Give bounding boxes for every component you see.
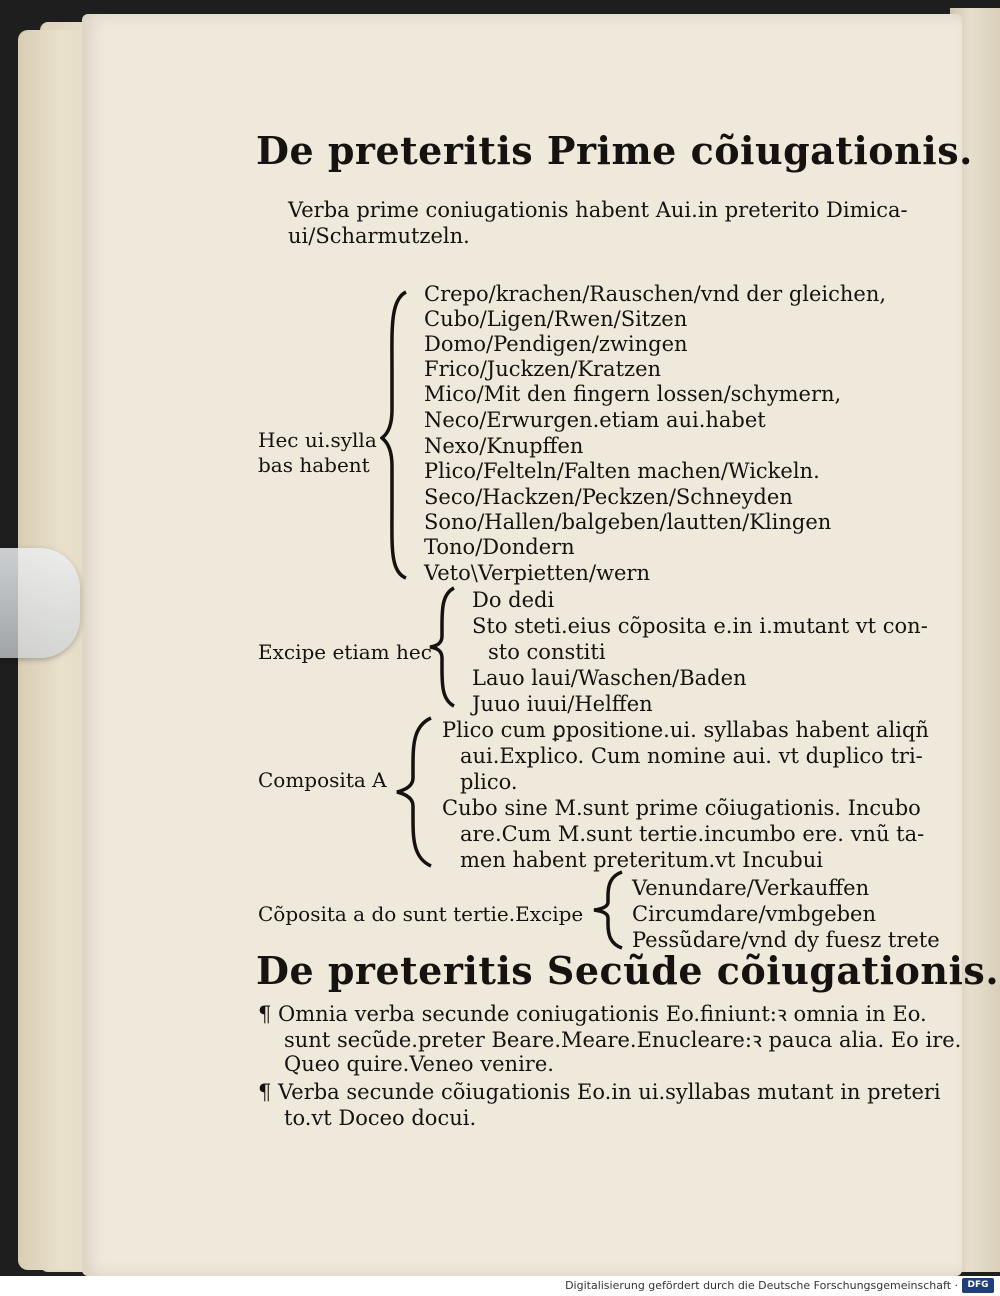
g3-item: Plico cum ꝑpositione.ui. syllabas habent aliqñ bbox=[442, 718, 929, 742]
g1-item: Seco/Hackzen/Peckzen/Schneyden bbox=[424, 485, 793, 509]
intro-line-2: ui/Scharmutzeln. bbox=[288, 224, 470, 248]
g1-item: Cubo/Ligen/Rwen/Sitzen bbox=[424, 307, 688, 331]
g3-item: men habent preteritum.vt Incubui bbox=[460, 848, 823, 872]
heading-secunde: De preteritis Secũde cõiugationis. bbox=[256, 948, 1000, 993]
para1-line: Queo quire.Veneo venire. bbox=[284, 1052, 554, 1076]
g4-item: Venundare/Verkauffen bbox=[632, 876, 870, 900]
para2-line: ¶ Verba secunde cõiugationis Eo.in ui.syllabas mutant in preteri bbox=[258, 1080, 941, 1104]
g2-item: Sto steti.eius cõposita e.in i.mutant vt con- bbox=[472, 614, 928, 638]
footer-credit: Digitalisierung gefördert durch die Deutsche Forschungsgemeinschaft · bbox=[565, 1279, 958, 1292]
g1-item: Tono/Dondern bbox=[424, 535, 575, 559]
g1-item: Neco/Erwurgen.etiam aui.habet bbox=[424, 408, 766, 432]
g4-item: Circumdare/vmbgeben bbox=[632, 902, 877, 926]
group1-label-2: bas habent bbox=[258, 453, 370, 477]
g1-item: Plico/Felteln/Falten machen/Wickeln. bbox=[424, 459, 820, 483]
g3-item: plico. bbox=[460, 770, 518, 794]
group2-label: Excipe etiam hec bbox=[258, 640, 432, 664]
g2-item: Do dedi bbox=[472, 588, 555, 612]
g1-item: Domo/Pendigen/zwingen bbox=[424, 332, 688, 356]
g1-item: Veto\Verpietten/wern bbox=[424, 561, 650, 585]
g1-item: Sono/Hallen/balgeben/lautten/Klingen bbox=[424, 510, 832, 534]
g3-item: are.Cum M.sunt tertie.incumbo ere. vnũ ta- bbox=[460, 822, 925, 846]
g2-item: Juuo iuui/Helffen bbox=[472, 692, 653, 716]
g1-item: Nexo/Knupffen bbox=[424, 434, 584, 458]
g3-item: aui.Explico. Cum nomine aui. vt duplico tri- bbox=[460, 744, 923, 768]
heading-prime: De preteritis Prime cõiugationis. bbox=[256, 128, 973, 173]
group1-label-1: Hec ui.sylla bbox=[258, 428, 377, 452]
para1-line: ¶ Omnia verba secunde coniugationis Eo.finiunt:ꝛ omnia in Eo. bbox=[258, 1002, 927, 1026]
g1-item: Frico/Juckzen/Kratzen bbox=[424, 357, 662, 381]
g2-item: sto constiti bbox=[488, 640, 606, 664]
para1-line: sunt secũde.preter Beare.Meare.Enucleare:ꝛ pauca alia. Eo ire. bbox=[284, 1028, 962, 1052]
g1-item: Crepo/krachen/Rauschen/vnd der gleichen, bbox=[424, 282, 887, 306]
brace-group3 bbox=[395, 716, 435, 868]
para2-line: to.vt Doceo docui. bbox=[284, 1106, 477, 1130]
g3-item: Cubo sine M.sunt prime cõiugationis. Incubo bbox=[442, 796, 921, 820]
group3-label: Composita A bbox=[258, 768, 387, 792]
brace-group1 bbox=[380, 290, 410, 580]
digitization-footer bbox=[0, 1276, 1000, 1296]
g2-item: Lauo laui/Waschen/Baden bbox=[472, 666, 747, 690]
page-clip bbox=[0, 548, 80, 658]
brace-group2 bbox=[428, 586, 458, 708]
dfg-logo: DFG bbox=[962, 1278, 994, 1293]
g1-item: Mico/Mit den fingern lossen/schymern, bbox=[424, 382, 842, 406]
g4-item: Pessũdare/vnd dy fuesz trete bbox=[632, 928, 940, 952]
intro-line-1: Verba prime coniugationis habent Aui.in preterito Dimica- bbox=[288, 198, 908, 222]
group4-label: Cõposita a do sunt tertie.Excipe bbox=[258, 902, 584, 926]
brace-group4 bbox=[592, 870, 626, 950]
